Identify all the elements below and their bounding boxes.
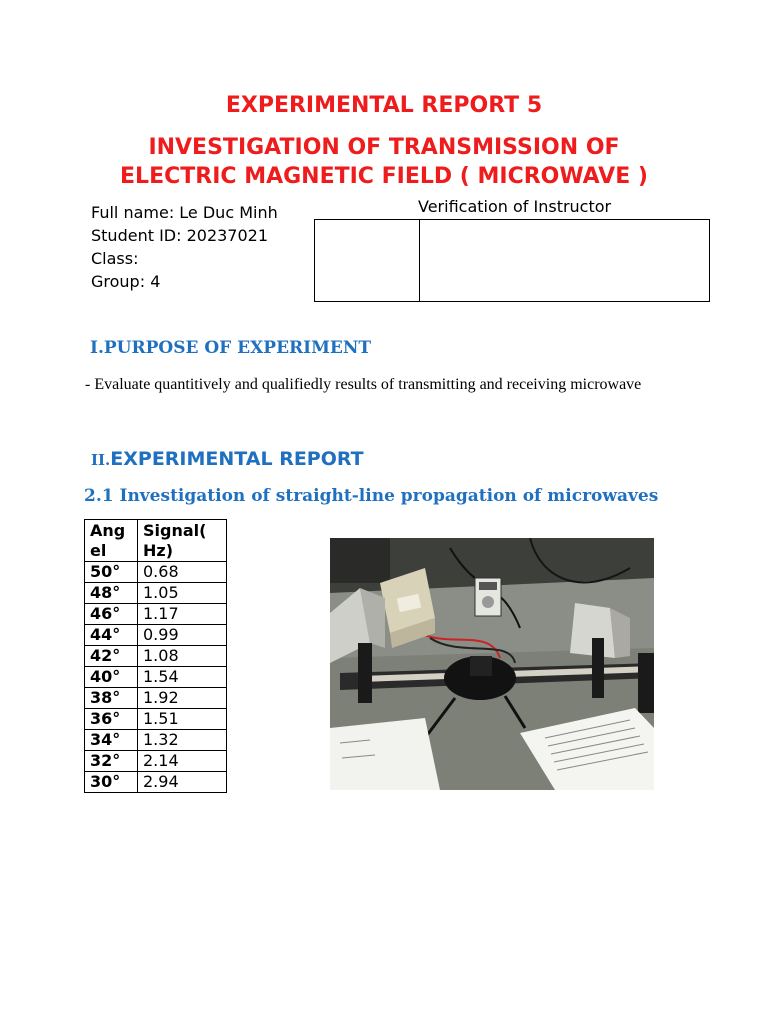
full-name: Full name: Le Duc Minh (91, 203, 278, 222)
signal-cell: 1.92 (138, 688, 227, 709)
angle-cell: 50° (85, 562, 138, 583)
purpose-heading: I.PURPOSE OF EXPERIMENT (90, 338, 372, 358)
sub-heading: 2.1 Investigation of straight-line propagation of microwaves (84, 486, 659, 506)
signal-cell: 2.14 (138, 751, 227, 772)
signal-cell: 1.05 (138, 583, 227, 604)
group-field: Group: 4 (91, 272, 161, 291)
table-row (85, 583, 227, 604)
report-heading (91, 448, 364, 470)
signal-cell: 1.54 (138, 667, 227, 688)
table-row (85, 730, 227, 751)
student-info (91, 201, 278, 293)
angle-cell: 46° (85, 604, 138, 625)
angle-cell: 44° (85, 625, 138, 646)
report-title: EXPERIMENTAL REPORT 5 (225, 93, 543, 118)
table-row (85, 772, 227, 793)
angle-cell: 30° (85, 772, 138, 793)
student-id: Student ID: 20237021 (91, 226, 269, 245)
table-header-row (85, 520, 227, 562)
experiment-photo (330, 538, 654, 790)
verification-label: Verification of Instructor (418, 197, 612, 216)
signal-cell: 1.32 (138, 730, 227, 751)
subtitle-line-1: INVESTIGATION OF TRANSMISSION OF (148, 135, 620, 160)
table-row (85, 604, 227, 625)
angle-cell: 48° (85, 583, 138, 604)
report-heading-number: II. (91, 451, 111, 469)
signal-cell: 2.94 (138, 772, 227, 793)
table-row (85, 688, 227, 709)
angle-cell: 42° (85, 646, 138, 667)
header-angle: Ang el (85, 520, 138, 562)
signal-cell: 0.99 (138, 625, 227, 646)
class-field: Class: (91, 249, 139, 268)
verification-cell-left (315, 220, 420, 301)
table-row (85, 709, 227, 730)
table-row (85, 646, 227, 667)
table-row (85, 562, 227, 583)
report-subtitle (0, 133, 768, 191)
header-signal: Signal( Hz) (138, 520, 227, 562)
verification-cell-right (420, 220, 709, 301)
report-heading-text: EXPERIMENTAL REPORT (110, 448, 364, 470)
signal-cell: 0.68 (138, 562, 227, 583)
angle-cell: 36° (85, 709, 138, 730)
verification-box (314, 219, 710, 302)
table-row (85, 625, 227, 646)
signal-cell: 1.08 (138, 646, 227, 667)
data-table (84, 519, 227, 793)
signal-cell: 1.17 (138, 604, 227, 625)
experiment-photo-drawing (330, 538, 654, 790)
angle-cell: 40° (85, 667, 138, 688)
signal-cell: 1.51 (138, 709, 227, 730)
purpose-text: - Evaluate quantitively and qualifiedly results of transmitting and receiving microwave (85, 376, 642, 393)
angle-cell: 34° (85, 730, 138, 751)
angle-cell: 38° (85, 688, 138, 709)
table-row (85, 751, 227, 772)
angle-cell: 32° (85, 751, 138, 772)
table-row (85, 667, 227, 688)
subtitle-line-2: ELECTRIC MAGNETIC FIELD ( MICROWAVE ) (120, 164, 648, 189)
